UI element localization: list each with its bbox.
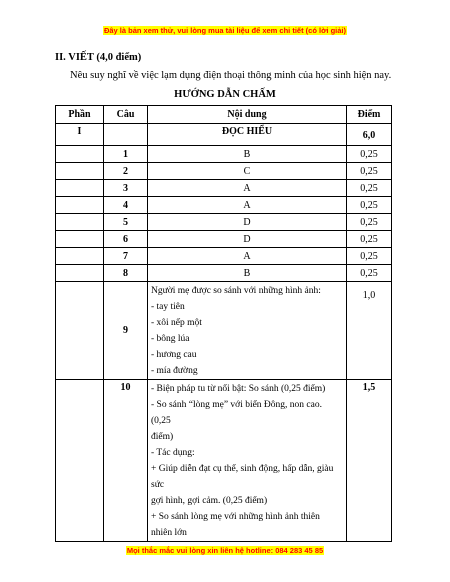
table-row (56, 163, 392, 180)
hotline-banner: Mọi thắc mắc vui lòng xin liên hệ hotline: 084 283 45 85 (126, 546, 324, 555)
content-cell (148, 380, 347, 542)
grading-table (55, 105, 392, 542)
part-cell (56, 282, 104, 380)
answer-cell: B (148, 146, 347, 163)
part-cell (56, 231, 104, 248)
table-row (56, 265, 392, 282)
content-line: - So sánh “lòng mẹ” với biển Đông, non cao. (0,25 (151, 400, 322, 426)
part-cell (56, 180, 104, 197)
part-cell (56, 380, 104, 542)
table-row (56, 180, 392, 197)
content-line: Người mẹ được so sánh với những hình ảnh: (151, 286, 321, 296)
question-cell: 6 (104, 231, 148, 248)
content-cell (148, 282, 347, 380)
part-cell (56, 163, 104, 180)
header-score: Điểm (347, 106, 392, 124)
question-cell: 1 (104, 146, 148, 163)
answer-cell: C (148, 163, 347, 180)
content-line: - bông lúa (151, 334, 190, 344)
question-cell: 8 (104, 265, 148, 282)
table-row-q9 (56, 282, 392, 380)
content-cell: ĐỌC HIỂU (148, 124, 347, 146)
question-cell: 5 (104, 214, 148, 231)
content-line: điểm) (151, 432, 174, 442)
writing-prompt: Nêu suy nghĩ về việc lạm dụng điện thoại thông minh của học sinh hiện nay. (70, 70, 392, 81)
table-row (56, 231, 392, 248)
section-heading: II. VIẾT (4,0 điểm) (55, 52, 142, 63)
content-line: - tay tiên (151, 302, 185, 312)
question-cell: 9 (104, 282, 148, 380)
score-cell: 1,5 (347, 380, 392, 542)
table-row-q10 (56, 380, 392, 542)
answer-cell: A (148, 197, 347, 214)
answer-cell: A (148, 248, 347, 265)
content-line: - mía đường (151, 366, 198, 376)
table-row (56, 214, 392, 231)
answer-cell: D (148, 231, 347, 248)
score-cell: 0,25 (347, 248, 392, 265)
header-part: Phần (56, 106, 104, 124)
part-cell (56, 248, 104, 265)
content-line: - Tác dụng: (151, 448, 195, 458)
table-row-part-i (56, 124, 392, 146)
answer-cell: D (148, 214, 347, 231)
preview-notice-banner: Đây là bản xem thử, vui lòng mua tài liệu để xem chi tiết (có lời giải) (103, 26, 347, 35)
score-cell: 6,0 (347, 124, 392, 146)
content-line: gợi hình, gợi cảm. (0,25 điểm) (151, 496, 268, 506)
content-line: - xôi nếp một (151, 318, 202, 328)
question-cell (104, 124, 148, 146)
part-cell (56, 214, 104, 231)
question-cell: 4 (104, 197, 148, 214)
table-header-row (56, 106, 392, 124)
part-cell (56, 265, 104, 282)
table-row (56, 146, 392, 163)
part-cell (56, 146, 104, 163)
question-cell: 3 (104, 180, 148, 197)
score-cell: 0,25 (347, 146, 392, 163)
content-line: - hương cau (151, 350, 197, 360)
score-cell: 0,25 (347, 180, 392, 197)
part-cell: I (56, 124, 104, 146)
answer-cell: B (148, 265, 347, 282)
rubric-title: HƯỚNG DẪN CHẤM (174, 89, 276, 100)
score-cell: 0,25 (347, 197, 392, 214)
content-line: - Biện pháp tu từ nổi bật: So sánh (0,25 điểm) (151, 384, 326, 394)
score-cell: 0,25 (347, 265, 392, 282)
score-cell: 0,25 (347, 231, 392, 248)
content-line: + So sánh lòng mẹ với những hình ảnh thiên nhiên lớn (151, 512, 320, 538)
part-cell (56, 197, 104, 214)
question-cell: 7 (104, 248, 148, 265)
score-cell: 0,25 (347, 163, 392, 180)
header-content: Nội dung (148, 106, 347, 124)
table-row (56, 197, 392, 214)
score-cell: 1,0 (347, 282, 392, 380)
question-cell: 10 (104, 380, 148, 542)
answer-cell: A (148, 180, 347, 197)
score-cell: 0,25 (347, 214, 392, 231)
content-line: + Giúp diễn đạt cụ thể, sinh động, hấp dẫn, giàu sức (151, 464, 334, 490)
header-question: Câu (104, 106, 148, 124)
table-row (56, 248, 392, 265)
question-cell: 2 (104, 163, 148, 180)
